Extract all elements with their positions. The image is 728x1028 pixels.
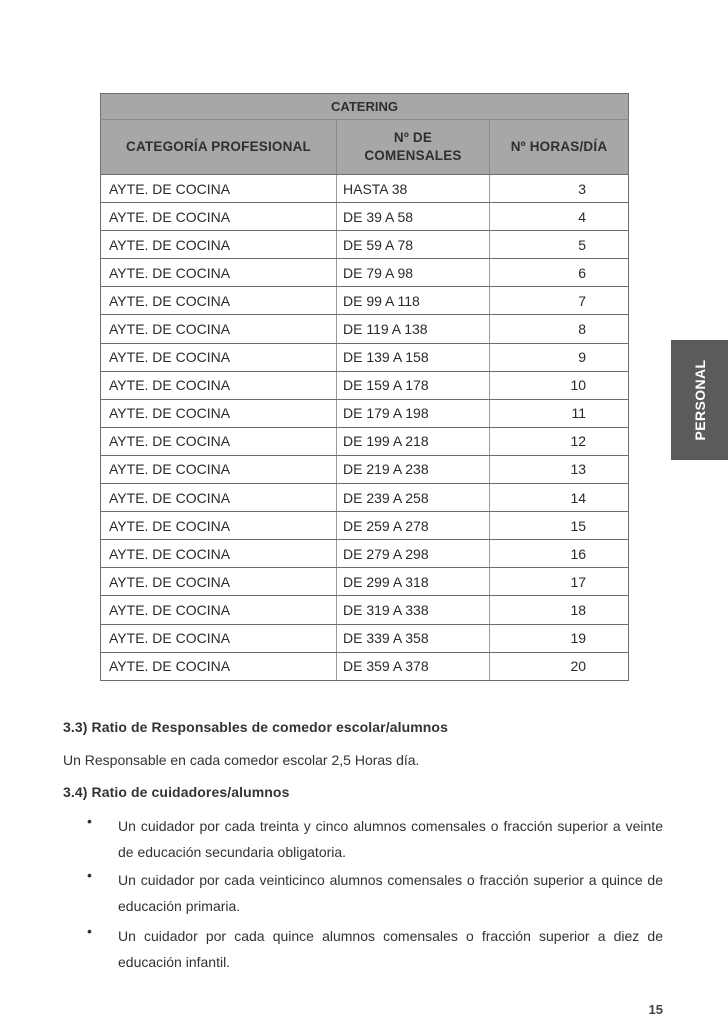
cell-diners-range: DE 99 A 118 <box>337 287 490 315</box>
cell-diners-range: DE 159 A 178 <box>337 371 490 399</box>
cell-category: AYTE. DE COCINA <box>101 343 337 371</box>
table-row <box>101 512 629 540</box>
cell-diners-range: DE 119 A 138 <box>337 315 490 343</box>
side-tab-label: PERSONAL <box>691 359 708 441</box>
table-row <box>101 652 629 680</box>
section-3-4-heading: 3.4) Ratio de cuidadores/alumnos <box>63 784 290 800</box>
header-diners-line1: Nº DE <box>393 130 433 145</box>
cell-diners-range: DE 339 A 358 <box>337 624 490 652</box>
cell-hours: 10 <box>490 371 629 399</box>
cell-hours: 4 <box>490 203 629 231</box>
cell-diners-range: DE 319 A 338 <box>337 596 490 624</box>
table-row <box>101 175 629 203</box>
cell-hours: 14 <box>490 484 629 512</box>
cell-diners-range: DE 359 A 378 <box>337 652 490 680</box>
cell-hours: 16 <box>490 540 629 568</box>
cell-category: AYTE. DE COCINA <box>101 203 337 231</box>
cell-diners-range: DE 199 A 218 <box>337 427 490 455</box>
table-row <box>101 399 629 427</box>
cell-category: AYTE. DE COCINA <box>101 568 337 596</box>
cell-hours: 17 <box>490 568 629 596</box>
table-row <box>101 427 629 455</box>
table-row <box>101 287 629 315</box>
cell-diners-range: DE 59 A 78 <box>337 231 490 259</box>
bullet-icon: • <box>87 923 92 939</box>
cell-hours: 11 <box>490 399 629 427</box>
cell-category: AYTE. DE COCINA <box>101 259 337 287</box>
cell-diners-range: DE 299 A 318 <box>337 568 490 596</box>
cell-hours: 18 <box>490 596 629 624</box>
cell-category: AYTE. DE COCINA <box>101 287 337 315</box>
cell-hours: 15 <box>490 512 629 540</box>
header-category: CATEGORÍA PROFESIONAL <box>101 120 337 175</box>
section-side-tab <box>671 340 728 460</box>
cell-category: AYTE. DE COCINA <box>101 371 337 399</box>
cell-hours: 6 <box>490 259 629 287</box>
cell-hours: 19 <box>490 624 629 652</box>
table-row <box>101 203 629 231</box>
cell-diners-range: HASTA 38 <box>337 175 490 203</box>
table-row <box>101 455 629 483</box>
table-row <box>101 259 629 287</box>
section-3-3-text: Un Responsable en cada comedor escolar 2,5 Horas día. <box>63 752 420 768</box>
cell-category: AYTE. DE COCINA <box>101 399 337 427</box>
table-row <box>101 596 629 624</box>
section-3-3-heading: 3.3) Ratio de Responsables de comedor escolar/alumnos <box>63 719 448 735</box>
cell-diners-range: DE 259 A 278 <box>337 512 490 540</box>
table-title-row <box>101 94 629 120</box>
header-diners-line2: COMENSALES <box>364 148 462 163</box>
table-row <box>101 624 629 652</box>
cell-hours: 3 <box>490 175 629 203</box>
bullet-icon: • <box>87 813 92 829</box>
cell-category: AYTE. DE COCINA <box>101 652 337 680</box>
table-row <box>101 231 629 259</box>
cell-hours: 7 <box>490 287 629 315</box>
cell-hours: 13 <box>490 455 629 483</box>
cell-category: AYTE. DE COCINA <box>101 427 337 455</box>
table-row <box>101 343 629 371</box>
cell-category: AYTE. DE COCINA <box>101 175 337 203</box>
cell-hours: 5 <box>490 231 629 259</box>
table-row <box>101 371 629 399</box>
cell-diners-range: DE 239 A 258 <box>337 484 490 512</box>
cell-category: AYTE. DE COCINA <box>101 455 337 483</box>
table-row <box>101 540 629 568</box>
header-hours: Nº HORAS/DÍA <box>490 120 629 175</box>
list-item-text: Un cuidador por cada veinticinco alumnos comensales o fracción superior a quince de educación primaria. <box>118 872 663 914</box>
list-item-text: Un cuidador por cada quince alumnos comensales o fracción superior a diez de educación infantil. <box>118 928 663 970</box>
cell-diners-range: DE 279 A 298 <box>337 540 490 568</box>
cell-hours: 8 <box>490 315 629 343</box>
cell-category: AYTE. DE COCINA <box>101 231 337 259</box>
table-body <box>101 175 629 681</box>
cell-diners-range: DE 79 A 98 <box>337 259 490 287</box>
table-row <box>101 568 629 596</box>
cell-hours: 9 <box>490 343 629 371</box>
table-title: CATERING <box>101 94 629 120</box>
cell-category: AYTE. DE COCINA <box>101 596 337 624</box>
catering-table <box>100 93 629 681</box>
cell-category: AYTE. DE COCINA <box>101 512 337 540</box>
cell-diners-range: DE 219 A 238 <box>337 455 490 483</box>
cell-hours: 12 <box>490 427 629 455</box>
list-item-text: Un cuidador por cada treinta y cinco alumnos comensales o fracción superior a veinte de educación secundaria obligatoria. <box>118 818 663 860</box>
header-diners <box>337 120 490 175</box>
bullet-icon: • <box>87 867 92 883</box>
cell-diners-range: DE 179 A 198 <box>337 399 490 427</box>
cell-category: AYTE. DE COCINA <box>101 540 337 568</box>
cell-hours: 20 <box>490 652 629 680</box>
table-row <box>101 315 629 343</box>
cell-category: AYTE. DE COCINA <box>101 484 337 512</box>
table-row <box>101 484 629 512</box>
page-number: 15 <box>648 1002 663 1017</box>
cell-diners-range: DE 39 A 58 <box>337 203 490 231</box>
table-header-row <box>101 120 629 175</box>
cell-category: AYTE. DE COCINA <box>101 315 337 343</box>
cell-diners-range: DE 139 A 158 <box>337 343 490 371</box>
cell-category: AYTE. DE COCINA <box>101 624 337 652</box>
